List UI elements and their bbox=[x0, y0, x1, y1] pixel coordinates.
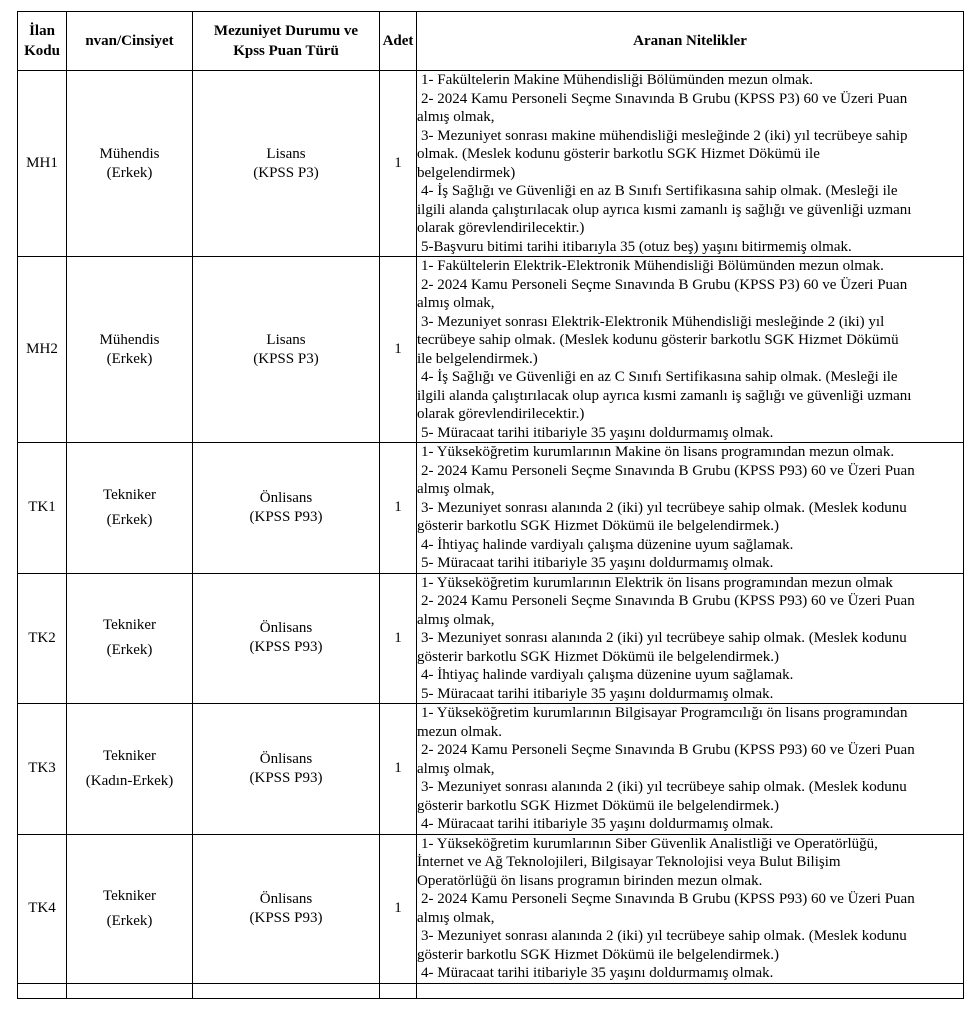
job-title bbox=[67, 573, 193, 704]
job-title-line: (Erkek) bbox=[106, 511, 153, 528]
education-line: (KPSS P93) bbox=[249, 909, 323, 926]
requirement-line: ile belgelendirmek.) bbox=[417, 350, 538, 367]
position-count: 1 bbox=[380, 573, 417, 704]
requirement-line: 2- 2024 Kamu Personeli Seçme Sınavında B Grubu (KPSS P93) 60 ve Üzeri Puan bbox=[421, 891, 915, 907]
job-title-line: (Erkek) bbox=[106, 350, 153, 367]
requirements-list bbox=[417, 573, 964, 704]
header-code-line: İlan bbox=[29, 23, 55, 39]
position-count: 1 bbox=[380, 704, 417, 835]
requirement-line: tecrübeye sahip olmak. (Meslek kodunu gösterir barkotlu SGK Hizmet Dökümü bbox=[417, 332, 899, 348]
job-title-line: (Erkek) bbox=[106, 642, 153, 659]
education-line: Önlisans bbox=[259, 890, 313, 907]
partial-cell bbox=[417, 983, 964, 998]
requirement-line: gösterir barkotlu SGK Hizmet Dökümü ile belgelendirmek.) bbox=[417, 648, 779, 665]
requirement-line: 2- 2024 Kamu Personeli Seçme Sınavında B Grubu (KPSS P3) 60 ve Üzeri Puan bbox=[421, 90, 908, 107]
requirement-line: olmak. (Meslek kodunu gösterir barkotlu SGK Hizmet Dökümü ile bbox=[417, 146, 820, 162]
education-line: Önlisans bbox=[259, 620, 313, 637]
requirement-line: 4- Müracaat tarihi itibariyle 35 yaşını doldurmamış olmak. bbox=[421, 965, 774, 981]
header-education-line: Kpss Puan Türü bbox=[233, 43, 339, 59]
table-row bbox=[18, 834, 964, 983]
requirement-line: 4- İhtiyaç halinde vardiyalı çalışma düzenine uyum sağlamak. bbox=[421, 667, 794, 683]
requirement-line: 4- İhtiyaç halinde vardiyalı çalışma düzenine uyum sağlamak. bbox=[421, 536, 794, 553]
job-title bbox=[67, 257, 193, 443]
job-title bbox=[67, 704, 193, 835]
education-line: Önlisans bbox=[259, 489, 313, 506]
education-requirement bbox=[193, 573, 380, 704]
position-count: 1 bbox=[380, 834, 417, 983]
requirement-line: ilgili alanda çalıştırılacak olup ayrıca kısmi zamanlı iş sağlığı ve güvenliği uzmanı bbox=[417, 201, 912, 218]
requirement-line: 1- Yükseköğretim kurumlarının Makine ön lisans programından mezun olmak. bbox=[421, 444, 895, 460]
job-title bbox=[67, 834, 193, 983]
partial-cell bbox=[380, 983, 417, 998]
table-row bbox=[18, 443, 964, 574]
requirement-line: 4- İş Sağlığı ve Güvenliği en az C Sınıfı Sertifikasına sahip olmak. (Mesleği ile bbox=[421, 369, 898, 385]
job-title-line: Tekniker bbox=[102, 887, 157, 904]
position-count: 1 bbox=[380, 71, 417, 257]
requirement-line: almış olmak, bbox=[417, 295, 495, 311]
education-line: (KPSS P3) bbox=[253, 164, 319, 181]
education-requirement bbox=[193, 257, 380, 443]
header-requirements-text: Aranan Nitelikler bbox=[633, 33, 747, 49]
education-line: (KPSS P3) bbox=[253, 350, 319, 367]
requirement-line: 1- Fakültelerin Elektrik-Elektronik Mühendisliği Bölümünden mezun olmak. bbox=[421, 258, 884, 274]
partial-cell bbox=[193, 983, 380, 998]
education-line: (KPSS P93) bbox=[249, 508, 323, 525]
table-row-partial bbox=[18, 983, 964, 998]
education-line: (KPSS P93) bbox=[249, 769, 323, 786]
position-count: 1 bbox=[380, 257, 417, 443]
header-row bbox=[18, 12, 964, 71]
job-code: TK2 bbox=[18, 573, 67, 704]
job-title-line: (Kadın-Erkek) bbox=[85, 772, 174, 789]
positions-table bbox=[17, 11, 964, 999]
requirement-line: 1- Yükseköğretim kurumlarının Elektrik ön lisans programından mezun olmak bbox=[421, 574, 893, 591]
education-line: Lisans bbox=[266, 145, 306, 162]
requirement-line: Operatörlüğü ön lisans programın birinden mezun olmak. bbox=[417, 872, 763, 889]
requirement-line: belgelendirmek) bbox=[417, 164, 516, 181]
header-count bbox=[380, 12, 417, 71]
partial-cell bbox=[18, 983, 67, 998]
requirement-line: 3- Mezuniyet sonrası alanında 2 (iki) yıl tecrübeye sahip olmak. (Meslek kodunu bbox=[421, 928, 907, 944]
requirements-list bbox=[417, 834, 964, 983]
requirement-line: 5- Müracaat tarihi itibariyle 35 yaşını doldurmamış olmak. bbox=[421, 555, 774, 571]
requirement-line: 5- Müracaat tarihi itibariyle 35 yaşını doldurmamış olmak. bbox=[421, 424, 774, 441]
job-title-line: Mühendis bbox=[99, 145, 160, 162]
requirement-line: olarak görevlendirilecektir.) bbox=[417, 220, 585, 236]
education-requirement bbox=[193, 71, 380, 257]
job-title-line: Tekniker bbox=[102, 747, 157, 764]
requirement-line: olarak görevlendirilecektir.) bbox=[417, 406, 585, 422]
requirement-line: 3- Mezuniyet sonrası makine mühendisliği mesleğinde 2 (iki) yıl tecrübeye sahip bbox=[421, 127, 908, 144]
header-title bbox=[67, 12, 193, 71]
requirement-line: 3- Mezuniyet sonrası alanında 2 (iki) yıl tecrübeye sahip olmak. (Meslek kodunu bbox=[421, 630, 907, 646]
job-title-line: Tekniker bbox=[102, 617, 157, 634]
education-requirement bbox=[193, 704, 380, 835]
job-code: MH1 bbox=[18, 71, 67, 257]
requirement-line: 1- Yükseköğretim kurumlarının Bilgisayar Programcılığı ön lisans programından bbox=[421, 705, 908, 721]
requirement-line: 3- Mezuniyet sonrası alanında 2 (iki) yıl tecrübeye sahip olmak. (Meslek kodunu bbox=[421, 779, 907, 795]
requirement-line: 2- 2024 Kamu Personeli Seçme Sınavında B Grubu (KPSS P93) 60 ve Üzeri Puan bbox=[421, 742, 915, 758]
job-title-line: Mühendis bbox=[99, 331, 160, 348]
header-education-line: Mezuniyet Durumu ve bbox=[213, 23, 359, 39]
requirements-list bbox=[417, 71, 964, 257]
requirement-line: gösterir barkotlu SGK Hizmet Dökümü ile belgelendirmek.) bbox=[417, 797, 779, 814]
requirement-line: 2- 2024 Kamu Personeli Seçme Sınavında B Grubu (KPSS P3) 60 ve Üzeri Puan bbox=[421, 276, 908, 293]
job-code: TK1 bbox=[18, 443, 67, 574]
education-requirement bbox=[193, 443, 380, 574]
header-code bbox=[18, 12, 67, 71]
job-code: TK4 bbox=[18, 834, 67, 983]
requirement-line: 4- Müracaat tarihi itibariyle 35 yaşını doldurmamış olmak. bbox=[421, 816, 774, 832]
header-education bbox=[193, 12, 380, 71]
education-requirement bbox=[193, 834, 380, 983]
requirement-line: almış olmak, bbox=[417, 760, 495, 777]
table-row bbox=[18, 71, 964, 257]
requirement-line: 3- Mezuniyet sonrası Elektrik-Elektronik Mühendisliği mesleğinde 2 (iki) yıl bbox=[421, 313, 885, 330]
requirement-line: 2- 2024 Kamu Personeli Seçme Sınavında B Grubu (KPSS P93) 60 ve Üzeri Puan bbox=[421, 593, 915, 609]
requirement-line: almış olmak, bbox=[417, 909, 495, 926]
job-code: MH2 bbox=[18, 257, 67, 443]
table-row bbox=[18, 257, 964, 443]
header-requirements bbox=[417, 12, 964, 71]
requirements-list bbox=[417, 704, 964, 835]
requirement-line: 4- İş Sağlığı ve Güvenliği en az B Sınıfı Sertifikasına sahip olmak. (Mesleği ile bbox=[421, 183, 898, 199]
requirement-line: 5-Başvuru bitimi tarihi itibarıyla 35 (otuz beş) yaşını bitirmemiş olmak. bbox=[421, 238, 852, 255]
job-title bbox=[67, 443, 193, 574]
partial-cell bbox=[67, 983, 193, 998]
education-line: (KPSS P93) bbox=[249, 639, 323, 656]
job-title-line: (Erkek) bbox=[106, 164, 153, 181]
job-title-line: Tekniker bbox=[102, 486, 157, 503]
table-row bbox=[18, 704, 964, 835]
requirement-line: gösterir barkotlu SGK Hizmet Dökümü ile belgelendirmek.) bbox=[417, 946, 779, 963]
header-title-text: nvan/Cinsiyet bbox=[85, 33, 174, 49]
requirement-line: 2- 2024 Kamu Personeli Seçme Sınavında B Grubu (KPSS P93) 60 ve Üzeri Puan bbox=[421, 462, 915, 479]
requirement-line: 5- Müracaat tarihi itibariyle 35 yaşını doldurmamış olmak. bbox=[421, 685, 774, 702]
requirement-line: İnternet ve Ağ Teknolojileri, Bilgisayar Teknolojisi veya Bulut Bilişim bbox=[417, 854, 841, 870]
header-count-text: Adet bbox=[382, 33, 414, 49]
position-count: 1 bbox=[380, 443, 417, 574]
requirement-line: mezun olmak. bbox=[417, 723, 502, 740]
requirement-line: gösterir barkotlu SGK Hizmet Dökümü ile belgelendirmek.) bbox=[417, 518, 779, 534]
requirement-line: almış olmak, bbox=[417, 611, 495, 628]
requirement-line: almış olmak, bbox=[417, 481, 495, 497]
table-row bbox=[18, 573, 964, 704]
job-title bbox=[67, 71, 193, 257]
education-line: Lisans bbox=[266, 331, 306, 348]
job-code: TK3 bbox=[18, 704, 67, 835]
requirement-line: 3- Mezuniyet sonrası alanında 2 (iki) yıl tecrübeye sahip olmak. (Meslek kodunu bbox=[421, 499, 907, 516]
header-code-line: Kodu bbox=[24, 43, 60, 59]
requirement-line: almış olmak, bbox=[417, 109, 495, 125]
requirement-line: 1- Fakültelerin Makine Mühendisliği Bölümünden mezun olmak. bbox=[421, 72, 814, 88]
education-line: Önlisans bbox=[259, 750, 313, 767]
requirement-line: 1- Yükseköğretim kurumlarının Siber Güvenlik Analistliği ve Operatörlüğü, bbox=[421, 835, 878, 852]
job-title-line: (Erkek) bbox=[106, 912, 153, 929]
requirement-line: ilgili alanda çalıştırılacak olup ayrıca kısmi zamanlı iş sağlığı ve güvenliği uzmanı bbox=[417, 387, 912, 404]
requirements-list bbox=[417, 443, 964, 574]
requirements-list bbox=[417, 257, 964, 443]
